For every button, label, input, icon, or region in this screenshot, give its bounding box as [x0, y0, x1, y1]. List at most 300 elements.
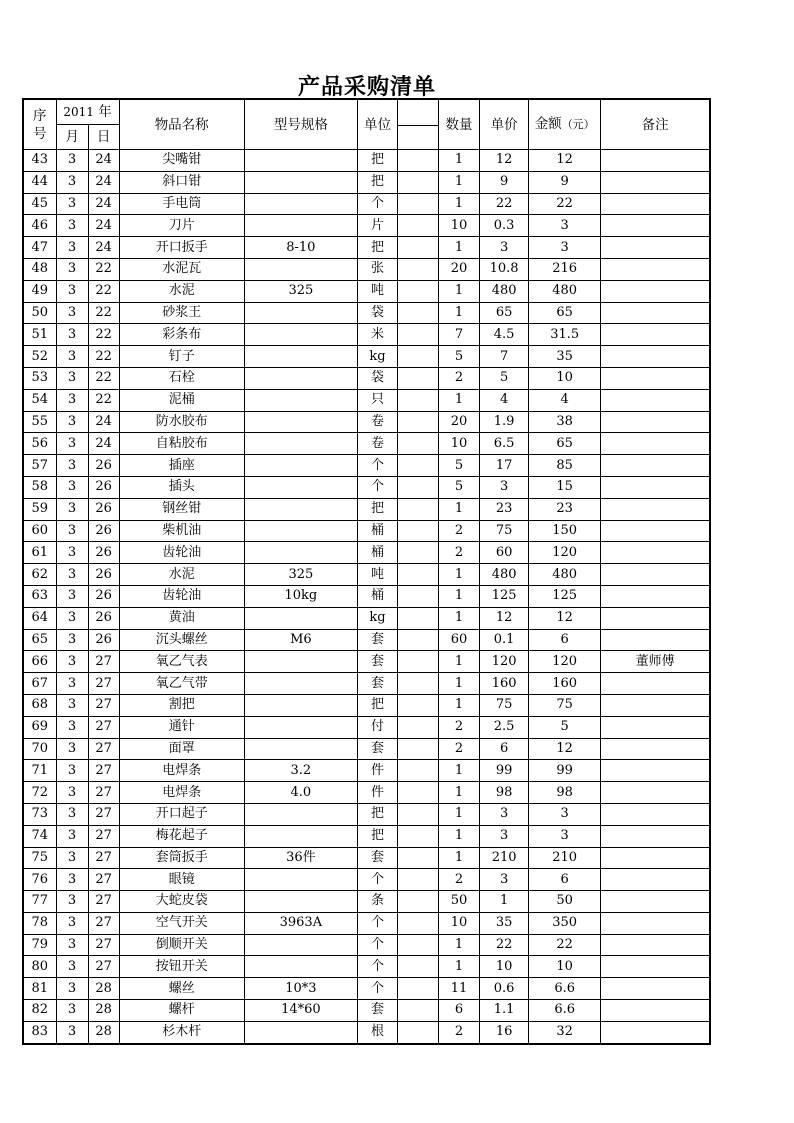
cell-spec — [244, 476, 357, 498]
table-row — [23, 411, 710, 433]
cell-d: 26 — [88, 455, 119, 477]
cell-spec — [244, 716, 357, 738]
cell-seq: 60 — [23, 520, 56, 542]
cell-unit: 个 — [357, 869, 397, 891]
cell-seq: 77 — [23, 891, 56, 913]
cell-blank — [397, 367, 438, 389]
header-name: 物品名称 — [119, 99, 244, 150]
cell-seq: 43 — [23, 150, 56, 172]
cell-amount: 22 — [529, 934, 601, 956]
cell-d: 24 — [88, 150, 119, 172]
cell-seq: 59 — [23, 498, 56, 520]
cell-name: 梅花起子 — [119, 825, 244, 847]
cell-m: 3 — [56, 215, 88, 237]
table-row — [23, 716, 710, 738]
cell-m: 3 — [56, 760, 88, 782]
cell-price: 480 — [480, 280, 529, 302]
cell-blank — [397, 215, 438, 237]
cell-d: 28 — [88, 1021, 119, 1043]
cell-blank — [397, 324, 438, 346]
cell-seq: 72 — [23, 782, 56, 804]
cell-qty: 2 — [439, 520, 480, 542]
cell-name: 氧乙气带 — [119, 673, 244, 695]
cell-blank — [397, 433, 438, 455]
cell-seq: 52 — [23, 346, 56, 368]
cell-seq: 82 — [23, 1000, 56, 1022]
cell-spec — [244, 694, 357, 716]
cell-seq: 81 — [23, 978, 56, 1000]
cell-remark — [601, 1021, 710, 1043]
cell-price: 480 — [480, 564, 529, 586]
cell-qty: 1 — [439, 825, 480, 847]
cell-price: 4.5 — [480, 324, 529, 346]
cell-spec — [244, 367, 357, 389]
cell-qty: 1 — [439, 782, 480, 804]
cell-spec — [244, 346, 357, 368]
cell-blank — [397, 542, 438, 564]
cell-m: 3 — [56, 498, 88, 520]
cell-d: 27 — [88, 803, 119, 825]
cell-qty: 10 — [439, 215, 480, 237]
cell-blank — [397, 258, 438, 280]
cell-m: 3 — [56, 280, 88, 302]
cell-name: 钢丝钳 — [119, 498, 244, 520]
table-row — [23, 673, 710, 695]
cell-price: 12 — [480, 150, 529, 172]
cell-price: 9 — [480, 171, 529, 193]
cell-blank — [397, 912, 438, 934]
header-seq: 序号 — [23, 99, 56, 150]
cell-name: 砂浆王 — [119, 302, 244, 324]
cell-spec — [244, 171, 357, 193]
cell-unit: 件 — [357, 782, 397, 804]
cell-remark — [601, 193, 710, 215]
cell-d: 26 — [88, 542, 119, 564]
cell-qty: 1 — [439, 193, 480, 215]
cell-name: 螺丝 — [119, 978, 244, 1000]
cell-price: 35 — [480, 912, 529, 934]
table-row — [23, 1021, 710, 1043]
cell-seq: 65 — [23, 629, 56, 651]
cell-seq: 71 — [23, 760, 56, 782]
cell-qty: 11 — [439, 978, 480, 1000]
cell-name: 通针 — [119, 716, 244, 738]
cell-remark — [601, 346, 710, 368]
cell-d: 26 — [88, 607, 119, 629]
cell-blank — [397, 607, 438, 629]
cell-unit: 把 — [357, 803, 397, 825]
cell-unit: 卷 — [357, 433, 397, 455]
cell-amount: 480 — [529, 564, 601, 586]
cell-m: 3 — [56, 171, 88, 193]
header-month: 月 — [56, 125, 88, 150]
cell-m: 3 — [56, 367, 88, 389]
cell-m: 3 — [56, 564, 88, 586]
cell-remark — [601, 912, 710, 934]
cell-unit: 桶 — [357, 520, 397, 542]
cell-m: 3 — [56, 651, 88, 673]
cell-qty: 1 — [439, 760, 480, 782]
cell-unit: 吨 — [357, 564, 397, 586]
cell-amount: 150 — [529, 520, 601, 542]
cell-amount: 65 — [529, 433, 601, 455]
cell-name: 防水胶布 — [119, 411, 244, 433]
cell-amount: 6 — [529, 869, 601, 891]
cell-m: 3 — [56, 324, 88, 346]
cell-amount: 3 — [529, 803, 601, 825]
cell-seq: 80 — [23, 956, 56, 978]
table-row — [23, 498, 710, 520]
cell-name: 沉头螺丝 — [119, 629, 244, 651]
cell-blank — [397, 389, 438, 411]
cell-amount: 480 — [529, 280, 601, 302]
cell-spec — [244, 455, 357, 477]
cell-blank — [397, 237, 438, 259]
cell-unit: 米 — [357, 324, 397, 346]
table-row — [23, 367, 710, 389]
cell-name: 水泥 — [119, 280, 244, 302]
cell-remark — [601, 237, 710, 259]
page-title: 产品采购清单 — [297, 75, 436, 100]
header-remark: 备注 — [601, 99, 710, 150]
cell-blank — [397, 782, 438, 804]
cell-remark — [601, 803, 710, 825]
cell-m: 3 — [56, 869, 88, 891]
cell-amount: 50 — [529, 891, 601, 913]
cell-amount: 3 — [529, 825, 601, 847]
cell-name: 套筒扳手 — [119, 847, 244, 869]
cell-remark — [601, 564, 710, 586]
cell-qty: 1 — [439, 607, 480, 629]
cell-spec: M6 — [244, 629, 357, 651]
cell-price: 120 — [480, 651, 529, 673]
cell-d: 24 — [88, 171, 119, 193]
header-blank — [397, 99, 438, 150]
cell-amount: 12 — [529, 607, 601, 629]
cell-price: 4 — [480, 389, 529, 411]
cell-name: 眼镜 — [119, 869, 244, 891]
cell-m: 3 — [56, 585, 88, 607]
cell-amount: 75 — [529, 694, 601, 716]
cell-qty: 5 — [439, 455, 480, 477]
cell-spec — [244, 411, 357, 433]
cell-d: 22 — [88, 389, 119, 411]
cell-remark — [601, 825, 710, 847]
cell-blank — [397, 564, 438, 586]
cell-qty: 1 — [439, 934, 480, 956]
cell-name: 大蛇皮袋 — [119, 891, 244, 913]
cell-qty: 1 — [439, 673, 480, 695]
cell-unit: 条 — [357, 891, 397, 913]
cell-seq: 67 — [23, 673, 56, 695]
cell-seq: 73 — [23, 803, 56, 825]
cell-amount: 10 — [529, 367, 601, 389]
cell-seq: 44 — [23, 171, 56, 193]
cell-name: 刀片 — [119, 215, 244, 237]
cell-d: 27 — [88, 934, 119, 956]
cell-amount: 216 — [529, 258, 601, 280]
cell-spec: 36件 — [244, 847, 357, 869]
cell-amount: 85 — [529, 455, 601, 477]
header-unit: 单位 — [357, 99, 397, 150]
cell-qty: 5 — [439, 476, 480, 498]
cell-d: 26 — [88, 585, 119, 607]
cell-d: 26 — [88, 476, 119, 498]
cell-unit: kg — [357, 607, 397, 629]
cell-seq: 78 — [23, 912, 56, 934]
table-row — [23, 564, 710, 586]
cell-seq: 66 — [23, 651, 56, 673]
cell-unit: 片 — [357, 215, 397, 237]
table-row — [23, 891, 710, 913]
cell-name: 钉子 — [119, 346, 244, 368]
cell-unit: 件 — [357, 760, 397, 782]
cell-spec — [244, 215, 357, 237]
cell-qty: 2 — [439, 367, 480, 389]
cell-amount: 160 — [529, 673, 601, 695]
header-qty: 数量 — [439, 99, 480, 150]
cell-m: 3 — [56, 1000, 88, 1022]
cell-unit: 袋 — [357, 302, 397, 324]
table-row — [23, 956, 710, 978]
cell-seq: 79 — [23, 934, 56, 956]
cell-amount: 98 — [529, 782, 601, 804]
cell-m: 3 — [56, 912, 88, 934]
cell-d: 22 — [88, 346, 119, 368]
table-row — [23, 476, 710, 498]
cell-name: 泥桶 — [119, 389, 244, 411]
cell-m: 3 — [56, 782, 88, 804]
cell-seq: 57 — [23, 455, 56, 477]
cell-m: 3 — [56, 302, 88, 324]
cell-remark: 董师傅 — [601, 651, 710, 673]
cell-qty: 2 — [439, 1021, 480, 1043]
cell-spec — [244, 389, 357, 411]
cell-d: 27 — [88, 651, 119, 673]
cell-price: 1.1 — [480, 1000, 529, 1022]
cell-seq: 48 — [23, 258, 56, 280]
cell-qty: 7 — [439, 324, 480, 346]
cell-amount: 3 — [529, 237, 601, 259]
cell-name: 面罩 — [119, 738, 244, 760]
cell-seq: 76 — [23, 869, 56, 891]
cell-unit: 根 — [357, 1021, 397, 1043]
cell-amount: 10 — [529, 956, 601, 978]
cell-name: 黄油 — [119, 607, 244, 629]
table-row — [23, 694, 710, 716]
cell-name: 氧乙气表 — [119, 651, 244, 673]
cell-qty: 2 — [439, 542, 480, 564]
cell-remark — [601, 476, 710, 498]
cell-unit: 个 — [357, 956, 397, 978]
cell-unit: 套 — [357, 1000, 397, 1022]
cell-seq: 53 — [23, 367, 56, 389]
cell-unit: 个 — [357, 934, 397, 956]
cell-name: 齿轮油 — [119, 542, 244, 564]
cell-amount: 31.5 — [529, 324, 601, 346]
cell-amount: 38 — [529, 411, 601, 433]
cell-price: 16 — [480, 1021, 529, 1043]
cell-unit: kg — [357, 346, 397, 368]
cell-spec — [244, 324, 357, 346]
cell-unit: 套 — [357, 651, 397, 673]
table-row — [23, 455, 710, 477]
table-row — [23, 520, 710, 542]
cell-remark — [601, 978, 710, 1000]
cell-spec — [244, 433, 357, 455]
cell-amount: 120 — [529, 651, 601, 673]
table-row — [23, 978, 710, 1000]
cell-amount: 35 — [529, 346, 601, 368]
cell-spec: 4.0 — [244, 782, 357, 804]
cell-blank — [397, 280, 438, 302]
cell-name: 尖嘴钳 — [119, 150, 244, 172]
cell-d: 22 — [88, 324, 119, 346]
table-row — [23, 782, 710, 804]
cell-remark — [601, 956, 710, 978]
cell-m: 3 — [56, 891, 88, 913]
cell-seq: 54 — [23, 389, 56, 411]
cell-price: 6.5 — [480, 433, 529, 455]
cell-seq: 50 — [23, 302, 56, 324]
cell-remark — [601, 891, 710, 913]
cell-seq: 68 — [23, 694, 56, 716]
cell-spec — [244, 193, 357, 215]
table-row — [23, 433, 710, 455]
cell-amount: 4 — [529, 389, 601, 411]
cell-remark — [601, 847, 710, 869]
cell-blank — [397, 869, 438, 891]
cell-unit: 个 — [357, 476, 397, 498]
cell-name: 石栓 — [119, 367, 244, 389]
cell-spec — [244, 607, 357, 629]
cell-price: 3 — [480, 476, 529, 498]
cell-price: 125 — [480, 585, 529, 607]
cell-price: 3 — [480, 825, 529, 847]
cell-m: 3 — [56, 455, 88, 477]
cell-unit: 付 — [357, 716, 397, 738]
cell-unit: 个 — [357, 978, 397, 1000]
cell-price: 60 — [480, 542, 529, 564]
cell-m: 3 — [56, 825, 88, 847]
cell-spec: 3.2 — [244, 760, 357, 782]
cell-d: 22 — [88, 367, 119, 389]
cell-remark — [601, 367, 710, 389]
cell-blank — [397, 673, 438, 695]
cell-qty: 5 — [439, 346, 480, 368]
cell-amount: 6.6 — [529, 1000, 601, 1022]
cell-remark — [601, 150, 710, 172]
cell-seq: 74 — [23, 825, 56, 847]
cell-amount: 99 — [529, 760, 601, 782]
cell-unit: 只 — [357, 389, 397, 411]
cell-remark — [601, 498, 710, 520]
cell-unit: 张 — [357, 258, 397, 280]
cell-price: 23 — [480, 498, 529, 520]
cell-blank — [397, 694, 438, 716]
cell-remark — [601, 389, 710, 411]
cell-unit: 袋 — [357, 367, 397, 389]
cell-price: 22 — [480, 193, 529, 215]
cell-m: 3 — [56, 607, 88, 629]
cell-remark — [601, 782, 710, 804]
table-row — [23, 651, 710, 673]
cell-blank — [397, 716, 438, 738]
cell-price: 99 — [480, 760, 529, 782]
cell-price: 6 — [480, 738, 529, 760]
cell-blank — [397, 476, 438, 498]
cell-d: 27 — [88, 847, 119, 869]
cell-remark — [601, 1000, 710, 1022]
cell-blank — [397, 193, 438, 215]
cell-m: 3 — [56, 433, 88, 455]
cell-blank — [397, 520, 438, 542]
cell-qty: 2 — [439, 869, 480, 891]
cell-seq: 58 — [23, 476, 56, 498]
table-row — [23, 934, 710, 956]
cell-price: 75 — [480, 694, 529, 716]
cell-blank — [397, 498, 438, 520]
cell-remark — [601, 607, 710, 629]
cell-amount: 12 — [529, 150, 601, 172]
cell-m: 3 — [56, 716, 88, 738]
cell-seq: 51 — [23, 324, 56, 346]
cell-spec — [244, 738, 357, 760]
table-row — [23, 258, 710, 280]
cell-remark — [601, 760, 710, 782]
cell-name: 开口扳手 — [119, 237, 244, 259]
table-row — [23, 193, 710, 215]
cell-d: 27 — [88, 912, 119, 934]
cell-seq: 63 — [23, 585, 56, 607]
cell-remark — [601, 716, 710, 738]
cell-price: 1 — [480, 891, 529, 913]
cell-price: 3 — [480, 869, 529, 891]
cell-qty: 2 — [439, 738, 480, 760]
cell-price: 0.6 — [480, 978, 529, 1000]
cell-qty: 1 — [439, 237, 480, 259]
cell-price: 2.5 — [480, 716, 529, 738]
cell-spec — [244, 869, 357, 891]
cell-amount: 6 — [529, 629, 601, 651]
cell-unit: 把 — [357, 498, 397, 520]
cell-qty: 10 — [439, 433, 480, 455]
cell-qty: 20 — [439, 258, 480, 280]
cell-amount: 210 — [529, 847, 601, 869]
cell-blank — [397, 302, 438, 324]
cell-blank — [397, 150, 438, 172]
cell-d: 26 — [88, 498, 119, 520]
cell-spec — [244, 1021, 357, 1043]
cell-d: 27 — [88, 694, 119, 716]
cell-m: 3 — [56, 738, 88, 760]
cell-m: 3 — [56, 1021, 88, 1043]
cell-price: 10 — [480, 956, 529, 978]
cell-amount: 3 — [529, 215, 601, 237]
cell-name: 电焊条 — [119, 760, 244, 782]
cell-amount: 15 — [529, 476, 601, 498]
table-row — [23, 389, 710, 411]
cell-spec: 10kg — [244, 585, 357, 607]
cell-spec — [244, 673, 357, 695]
cell-blank — [397, 934, 438, 956]
cell-amount: 120 — [529, 542, 601, 564]
cell-name: 按钮开关 — [119, 956, 244, 978]
cell-d: 24 — [88, 433, 119, 455]
cell-qty: 1 — [439, 389, 480, 411]
cell-seq: 70 — [23, 738, 56, 760]
cell-remark — [601, 542, 710, 564]
